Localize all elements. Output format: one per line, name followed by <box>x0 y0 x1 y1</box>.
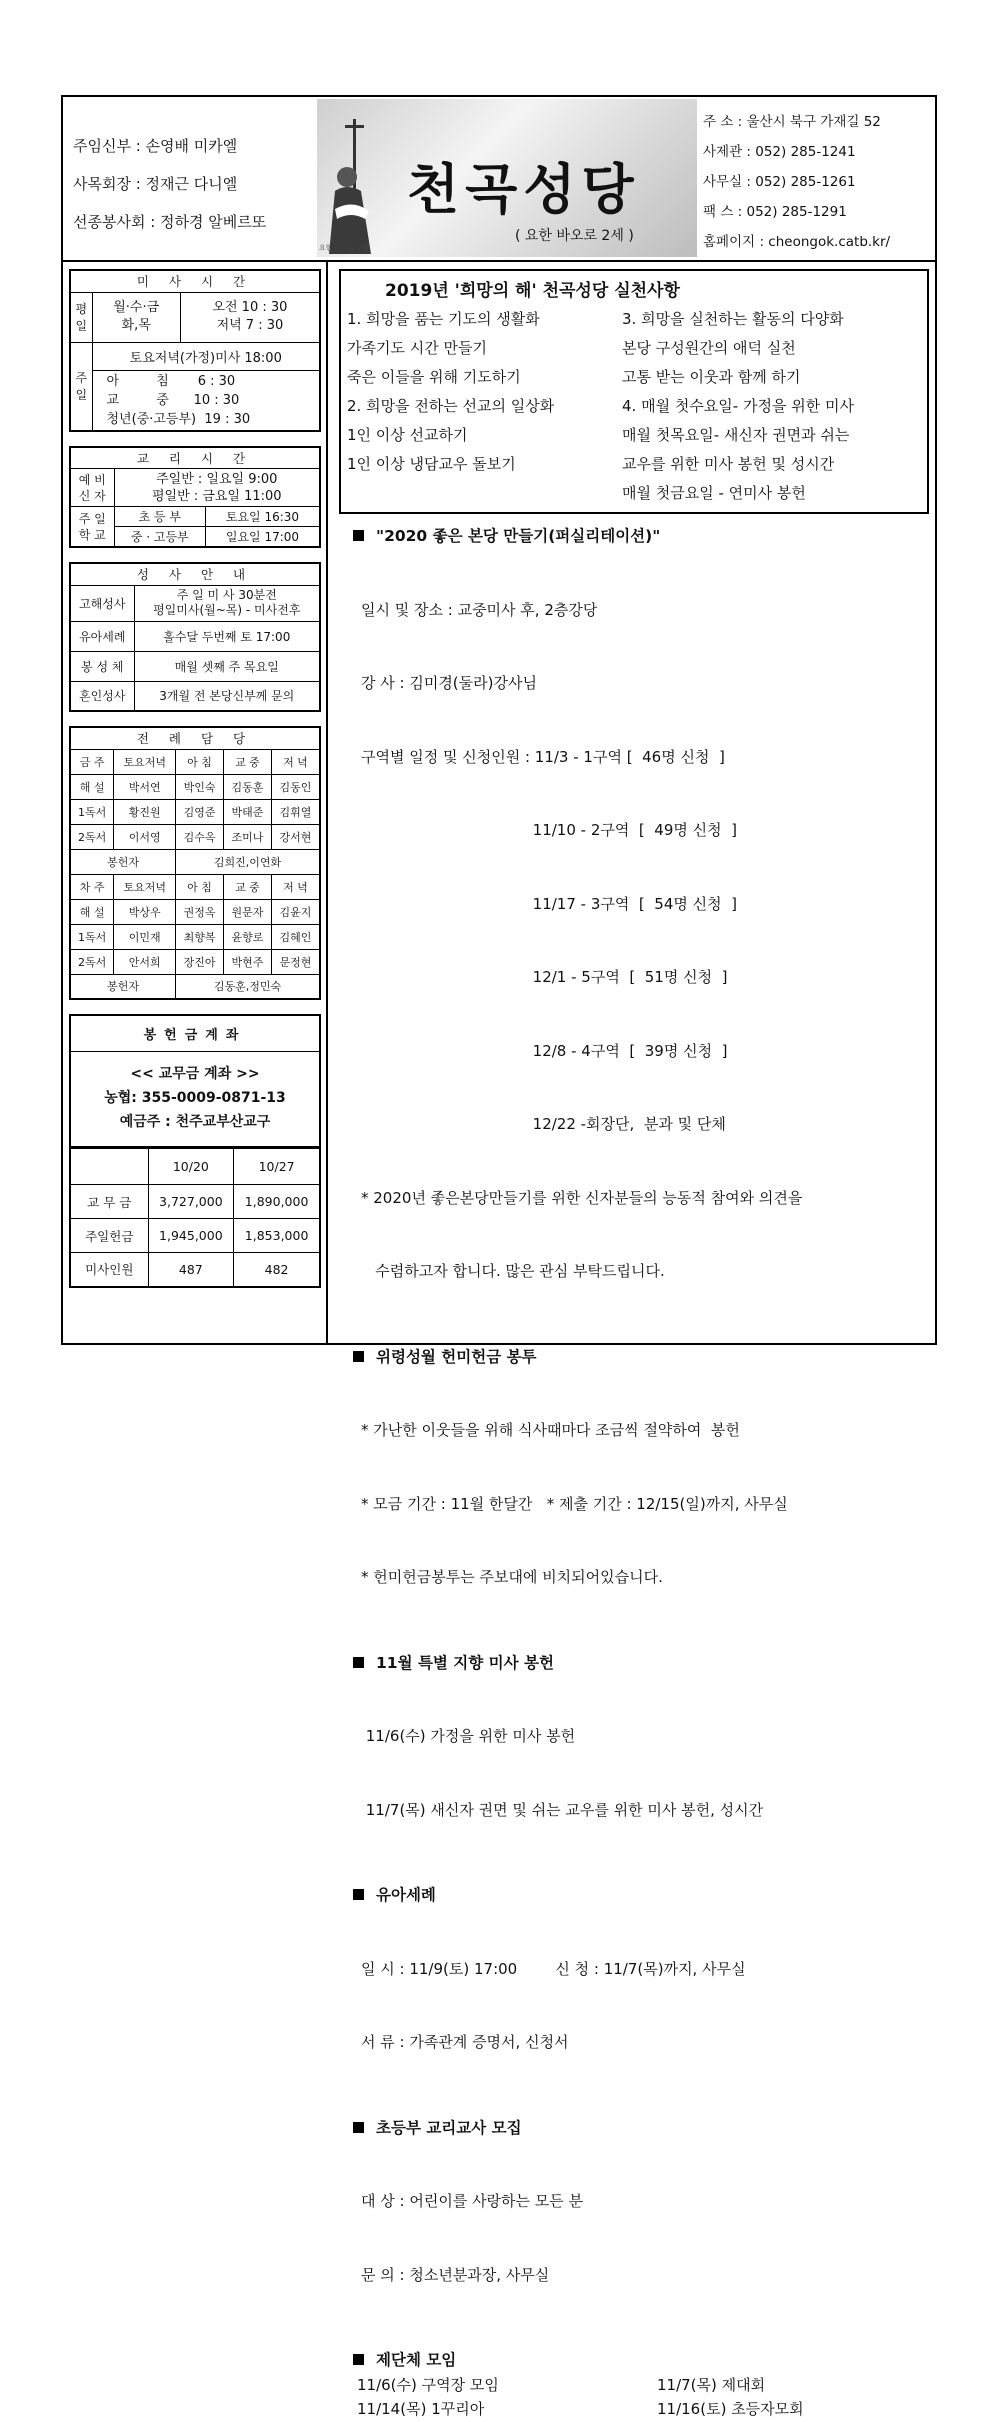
liturgy-table <box>69 726 321 1000</box>
weekday-label: 평일 <box>70 292 92 342</box>
news-line: 서 류 : 가족관계 증명서, 신청서 <box>361 2033 569 2051</box>
liturgy-cell: 원문자 <box>223 899 271 924</box>
liturgy-cell: 문정현 <box>271 949 320 974</box>
liturgy-cell: 김동훈 <box>223 774 271 799</box>
offertory-names: 김희진,이연화 <box>176 849 320 874</box>
goals-title: 2019년 '희망의 해' 천곡성당 실천사항 <box>385 281 680 301</box>
liturgy-cell: 해 설 <box>70 899 114 924</box>
liturgy-cell: 조미나 <box>223 824 271 849</box>
middle-high-label: 중 · 고등부 <box>114 527 205 548</box>
liturgy-cell: 김동인 <box>271 774 320 799</box>
liturgy-cell: 2독서 <box>70 824 114 849</box>
pope-figure-icon <box>325 119 385 254</box>
liturgy-cell: 2독서 <box>70 949 114 974</box>
offering-label: 주일헌금 <box>70 1219 148 1253</box>
account-holder: 예금주 : 천주교부산교구 <box>119 1114 271 1130</box>
catechumen-label: 예 비 신 자 <box>70 469 114 507</box>
liturgy-cell: 김혜인 <box>271 924 320 949</box>
staff-list <box>73 127 266 241</box>
catechumen-times: 주일반 : 일요일 9:00 평일반 : 금요일 11:00 <box>114 469 320 507</box>
offering-value: 1,853,000 <box>234 1219 320 1253</box>
rectory-phone: 사제관 : 052) 285-1241 <box>703 144 856 160</box>
goal-line: 고통 받는 이웃과 함께 하기 <box>622 368 801 386</box>
news-line: 일시 및 장소 : 교중미사 후, 2층강당 <box>361 600 598 619</box>
column-divider <box>326 262 328 1345</box>
offertory-label: 봉헌자 <box>70 974 176 999</box>
section-heading <box>353 2348 929 2373</box>
meeting-item: 11/14(목) 1꾸리아 <box>357 2400 485 2418</box>
goal-line: 교우를 위한 미사 봉헌 및 성시간 <box>622 455 835 473</box>
sacrament-label: 유아세례 <box>70 621 134 651</box>
sacraments-title: 성 사 안 내 <box>70 563 320 585</box>
meeting-item: 11/16(토) 초등자모회 <box>657 2400 804 2418</box>
goal-line: 4. 매월 첫수요일- 가정을 위한 미사 <box>622 397 854 415</box>
goal-line: 3. 희망을 실천하는 활동의 다양화 <box>622 310 844 328</box>
bulletin-page <box>61 95 937 2418</box>
offering-value: 1,945,000 <box>148 1219 234 1253</box>
news-line: 구역별 일정 및 신청인원 : 11/3 - 1구역 [ 46명 신청 ] <box>361 747 725 766</box>
liturgy-cell: 박태준 <box>223 799 271 824</box>
account-heading: << 교무금 계좌 >> <box>130 1066 260 1082</box>
sunday-school-label: 주 일 학 교 <box>70 507 114 548</box>
offering-label: 교 무 금 <box>70 1185 148 1219</box>
middle-high-time: 일요일 17:00 <box>205 527 320 548</box>
goal-line: 1. 희망을 품는 기도의 생활화 <box>347 310 540 328</box>
news-line: 11/17 - 3구역 [ 54명 신청 ] <box>361 894 737 913</box>
offertory-label: 봉헌자 <box>70 849 176 874</box>
liturgy-cell: 박상우 <box>114 899 176 924</box>
bulletin-header <box>63 97 935 262</box>
goal-line: 매월 첫금요일 - 연미사 봉헌 <box>622 484 806 502</box>
liturgy-cell: 박현주 <box>223 949 271 974</box>
liturgy-cell: 교 중 <box>223 874 271 899</box>
account-number: 농협: 355-0009-0871-13 <box>104 1090 286 1106</box>
sunday-label: 주일 <box>70 342 92 431</box>
liturgy-cell: 김영준 <box>176 799 224 824</box>
sacrament-label: 봉 성 체 <box>70 651 134 681</box>
offering-value: 482 <box>234 1253 320 1287</box>
liturgy-cell: 최향복 <box>176 924 224 949</box>
left-column <box>69 269 321 1288</box>
section-title: 초등부 교리교사 모집 <box>376 2118 522 2137</box>
catechism-title: 교 리 시 간 <box>70 447 320 469</box>
meeting-item: 11/6(수) 구역장 모임 <box>357 2375 499 2394</box>
liturgy-cell: 저 녁 <box>271 749 320 774</box>
offerings-table <box>69 1148 321 1288</box>
section-title: 유아세례 <box>376 1886 436 1904</box>
logo-caption: 요한 바오로 2세 <box>319 244 369 252</box>
news-line: 강 사 : 김미경(둘라)강사님 <box>361 674 537 692</box>
weekday-times: 오전 10 : 30 저녁 7 : 30 <box>180 292 320 342</box>
liturgy-cell: 김수옥 <box>176 824 224 849</box>
offering-value: 3,727,000 <box>148 1185 234 1219</box>
liturgy-cell: 황진원 <box>114 799 176 824</box>
offering-value: 1,890,000 <box>234 1185 320 1219</box>
offering-date: 10/27 <box>234 1149 320 1185</box>
news-line: * 가난한 이웃들을 위해 식사때마다 조금씩 절약하여 봉헌 <box>361 1421 740 1439</box>
section-title: 위령성월 헌미헌금 봉투 <box>376 1347 537 1366</box>
liturgy-cell: 이민재 <box>114 924 176 949</box>
sacrament-label: 혼인성사 <box>70 681 134 711</box>
news-line: 수렴하고자 합니다. 많은 관심 부탁드립니다. <box>361 1262 665 1280</box>
liturgy-title: 전 례 담 당 <box>70 727 320 749</box>
news-line: 문 의 : 청소년분과장, 사무실 <box>361 2265 550 2284</box>
catechism-table <box>69 446 321 549</box>
staff-pastor: 주임신부 : 손영배 미카엘 <box>73 137 238 155</box>
sunday-masses <box>92 370 320 431</box>
news-line: 11/10 - 2구역 [ 49명 신청 ] <box>361 821 737 839</box>
section-title: 제단체 모임 <box>376 2351 457 2369</box>
sacraments-table <box>69 562 321 712</box>
liturgy-cell: 김윤지 <box>271 899 320 924</box>
liturgy-cell: 1독서 <box>70 924 114 949</box>
liturgy-cell: 저 녁 <box>271 874 320 899</box>
news-line: * 헌미헌금봉투는 주보대에 비치되어있습니다. <box>361 1568 663 1586</box>
church-logo <box>317 99 697 257</box>
weekday-days: 월·수·금 화,목 <box>92 292 180 342</box>
liturgy-cell: 금 주 <box>70 749 114 774</box>
liturgy-cell: 이서영 <box>114 824 176 849</box>
news-line: 12/8 - 4구역 [ 39명 신청 ] <box>361 1041 728 1060</box>
patron-name: ( 요한 바오로 2세 ) <box>515 228 634 244</box>
staff-council: 사목회장 : 정재근 다니엘 <box>73 175 238 193</box>
goal-line: 매월 첫목요일- 새신자 권면과 쉬는 <box>622 426 850 444</box>
office-phone: 사무실 : 052) 285-1261 <box>703 174 856 190</box>
liturgy-cell: 토요저녁 <box>114 874 176 899</box>
section-heading <box>353 1651 929 1676</box>
sacrament-value: 주 일 미 사 30분전 평일미사(월~목) - 미사전후 <box>134 585 320 621</box>
section-heading <box>353 524 929 549</box>
section-heading <box>353 1883 929 1908</box>
liturgy-cell: 1독서 <box>70 799 114 824</box>
liturgy-cell: 해 설 <box>70 774 114 799</box>
sunday-youth: 청년(중·고등부) 19 : 30 <box>106 411 251 427</box>
news-line: 12/1 - 5구역 [ 51명 신청 ] <box>361 968 728 986</box>
goal-line: 죽은 이들을 위해 기도하기 <box>347 368 521 386</box>
saturday-mass: 토요저녁(가정)미사 18:00 <box>92 342 320 370</box>
sacrament-value: 홀수달 두번째 토 17:00 <box>134 621 320 651</box>
liturgy-cell: 아 침 <box>176 749 224 774</box>
staff-funeral: 선종봉사회 : 정하경 알베르또 <box>73 213 267 231</box>
section-title: 11월 특별 지향 미사 봉헌 <box>376 1653 554 1672</box>
fax: 팩 스 : 052) 285-1291 <box>703 204 847 220</box>
goal-line: 1인 이상 냉담교우 돌보기 <box>347 455 516 473</box>
account-title: 봉헌금계좌 <box>71 1016 319 1052</box>
meeting-item: 11/7(목) 제대회 <box>657 2375 766 2394</box>
offertory-names: 김동훈,정민숙 <box>176 974 320 999</box>
sunday-main: 교 중 10 : 30 <box>106 392 240 408</box>
contact-info <box>703 107 890 257</box>
address: 주 소 : 울산시 북구 가재길 52 <box>703 114 881 130</box>
news-line: 대 상 : 어린이를 사랑하는 모든 분 <box>361 2192 584 2210</box>
mass-times-table <box>69 269 321 432</box>
news-line: 11/7(목) 새신자 권면 및 쉬는 교우를 위한 미사 봉헌, 성시간 <box>361 1800 764 1819</box>
news-line: 일 시 : 11/9(토) 17:00 신 청 : 11/7(목)까지, 사무실 <box>361 1959 746 1978</box>
offering-label: 미사인원 <box>70 1253 148 1287</box>
account-box <box>69 1014 321 1148</box>
liturgy-cell: 토요저녁 <box>114 749 176 774</box>
liturgy-cell: 박서연 <box>114 774 176 799</box>
section-heading <box>353 1345 929 1370</box>
elementary-time: 토요일 16:30 <box>205 507 320 527</box>
right-column <box>339 269 929 2422</box>
section-title: "2020 좋은 본당 만들기(퍼실리테이션)" <box>376 527 661 545</box>
section-heading <box>353 2116 929 2141</box>
liturgy-cell: 윤향로 <box>223 924 271 949</box>
goals-box <box>339 269 929 514</box>
offering-date: 10/20 <box>148 1149 234 1185</box>
liturgy-cell: 강서현 <box>271 824 320 849</box>
elementary-label: 초 등 부 <box>114 507 205 527</box>
liturgy-cell: 안서희 <box>114 949 176 974</box>
liturgy-cell: 아 침 <box>176 874 224 899</box>
news-line: * 2020년 좋은본당만들기를 위한 신자분들의 능동적 참여와 의견을 <box>361 1188 803 1207</box>
church-name: 천곡성당 <box>407 158 640 221</box>
liturgy-cell: 권정옥 <box>176 899 224 924</box>
goal-line: 가족기도 시간 만들기 <box>347 339 487 357</box>
goal-line: 1인 이상 선교하기 <box>347 426 468 444</box>
news-line: * 모금 기간 : 11월 한달간 * 제출 기간 : 12/15(일)까지, 사무실 <box>361 1494 788 1513</box>
offering-corner <box>70 1149 148 1185</box>
liturgy-cell: 박인숙 <box>176 774 224 799</box>
sunday-morning: 아 침 6 : 30 <box>106 373 236 389</box>
sacrament-value: 매월 셋째 주 목요일 <box>134 651 320 681</box>
news-line: 11/6(수) 가정을 위한 미사 봉헌 <box>361 1727 576 1745</box>
sacrament-value: 3개월 전 본당신부께 문의 <box>134 681 320 711</box>
liturgy-cell: 장진아 <box>176 949 224 974</box>
sacrament-label: 고해성사 <box>70 585 134 621</box>
offering-value: 487 <box>148 1253 234 1287</box>
homepage[interactable]: 홈페이지 : cheongok.catb.kr/ <box>703 234 891 250</box>
liturgy-cell: 김휘열 <box>271 799 320 824</box>
news-line: 12/22 -회장단, 분과 및 단체 <box>361 1115 726 1133</box>
goal-line: 본당 구성원간의 애덕 실천 <box>622 339 796 357</box>
liturgy-cell: 차 주 <box>70 874 114 899</box>
mass-times-title: 미 사 시 간 <box>70 270 320 292</box>
liturgy-cell: 교 중 <box>223 749 271 774</box>
goal-line: 2. 희망을 전하는 선교의 일상화 <box>347 397 555 415</box>
news-section <box>339 524 929 2422</box>
